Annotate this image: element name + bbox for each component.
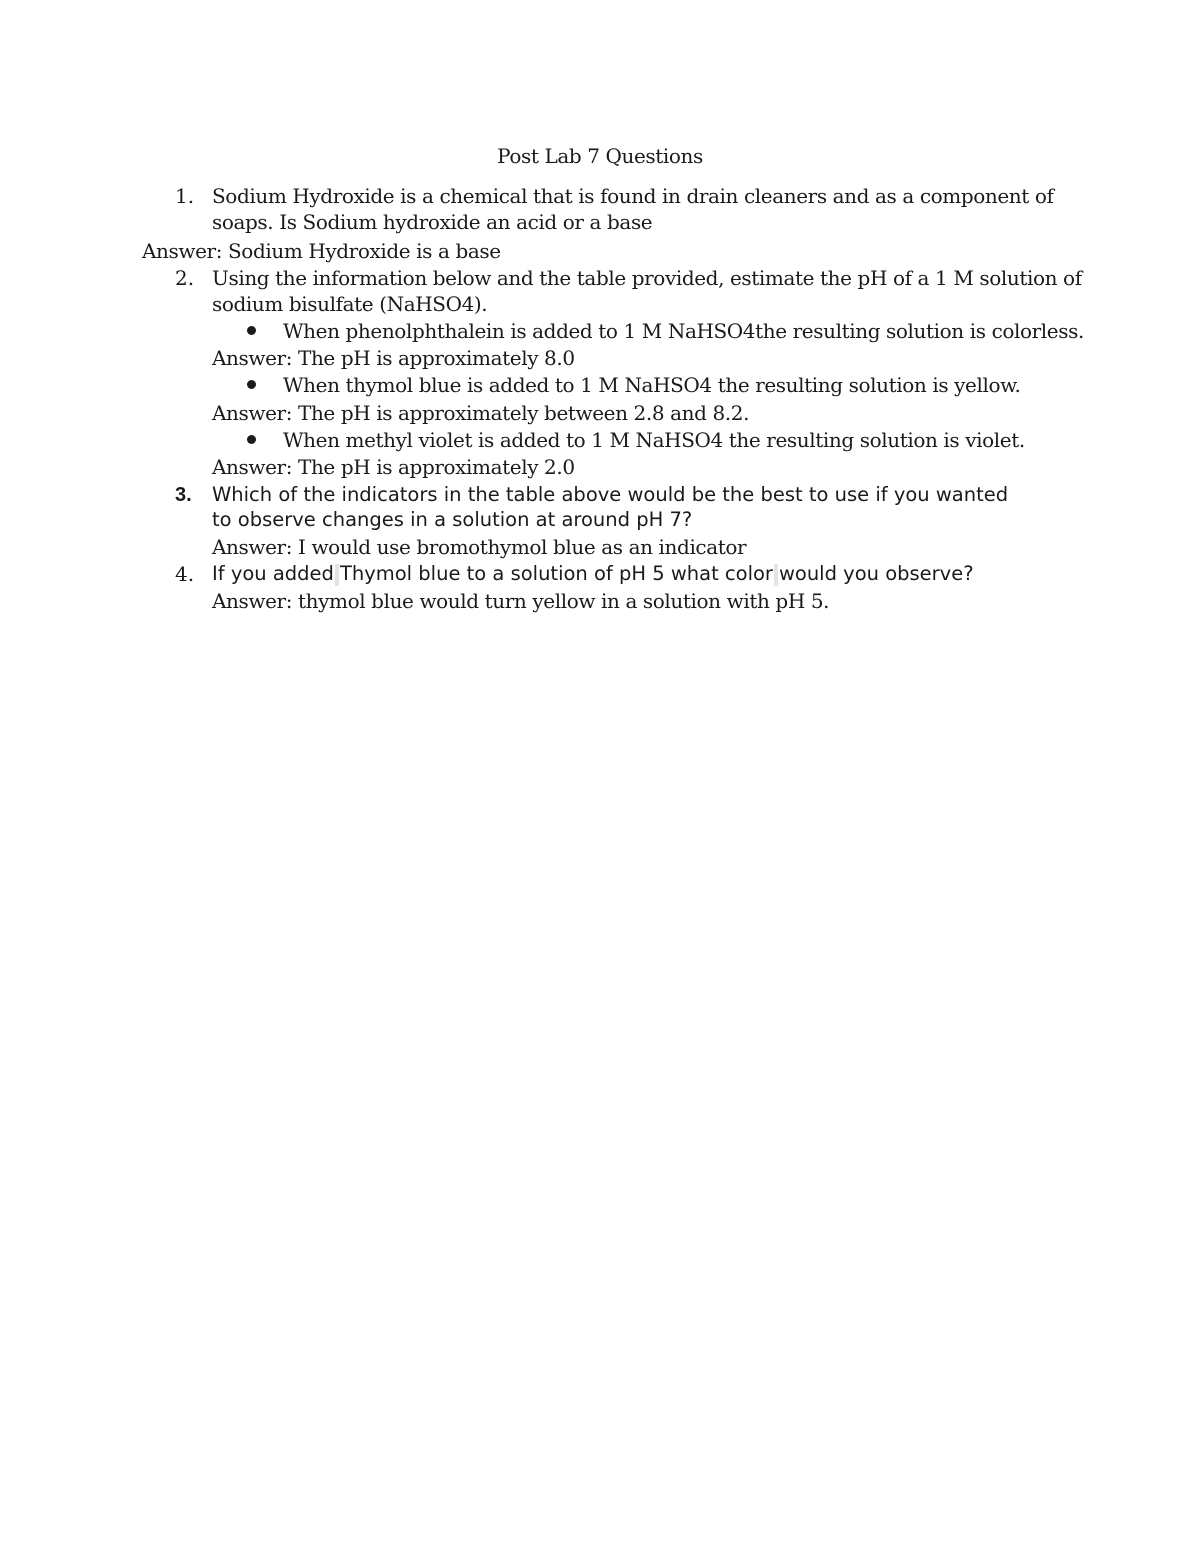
page-title: Post Lab 7 Questions xyxy=(497,144,703,168)
q4-text-part3: would you observe? xyxy=(778,562,974,585)
bullet-icon xyxy=(247,435,256,444)
q1-text-line1: Sodium Hydroxide is a chemical that is found in drain cleaners and as a component of xyxy=(212,184,1054,208)
q2-text-line1: Using the information below and the table provided, estimate the pH of a 1 M solution of xyxy=(212,266,1082,290)
q3-text-line2: to observe changes in a solution at around pH 7? xyxy=(212,508,693,531)
q2-item-3-answer: Answer: The pH is approximately 2.0 xyxy=(212,455,575,479)
q2-item-1-answer: Answer: The pH is approximately 8.0 xyxy=(212,346,575,370)
q4-text-part1: If you added xyxy=(212,562,334,585)
q4-text-part2: Thymol blue to a solution of pH 5 what color xyxy=(339,562,773,585)
bullet-icon xyxy=(247,380,256,389)
q1-answer: Answer: Sodium Hydroxide is a base xyxy=(142,239,501,263)
edit-marker xyxy=(335,564,339,586)
q1-text-line2: soaps. Is Sodium hydroxide an acid or a base xyxy=(212,210,653,234)
q4-number: 4. xyxy=(175,562,195,586)
q3-answer: Answer: I would use bromothymol blue as an indicator xyxy=(212,535,747,559)
q3-text-line1: Which of the indicators in the table above would be the best to use if you wanted xyxy=(212,483,1009,506)
bullet-icon xyxy=(247,326,256,335)
q2-number: 2. xyxy=(175,266,195,290)
q4-text xyxy=(212,561,974,587)
q4-answer: Answer: thymol blue would turn yellow in a solution with pH 5. xyxy=(212,589,830,613)
q2-item-2-text: When thymol blue is added to 1 M NaHSO4 the resulting solution is yellow. xyxy=(283,373,1021,397)
q2-item-1-text: When phenolphthalein is added to 1 M NaHSO4the resulting solution is colorless. xyxy=(283,319,1084,343)
q3-number: 3. xyxy=(175,484,192,506)
q2-item-3-text: When methyl violet is added to 1 M NaHSO4 the resulting solution is violet. xyxy=(283,428,1025,452)
q1-number: 1. xyxy=(175,184,195,208)
q2-text-line2: sodium bisulfate (NaHSO4). xyxy=(212,292,488,316)
edit-marker xyxy=(774,564,778,586)
q2-item-2-answer: Answer: The pH is approximately between 2.8 and 8.2. xyxy=(212,401,750,425)
